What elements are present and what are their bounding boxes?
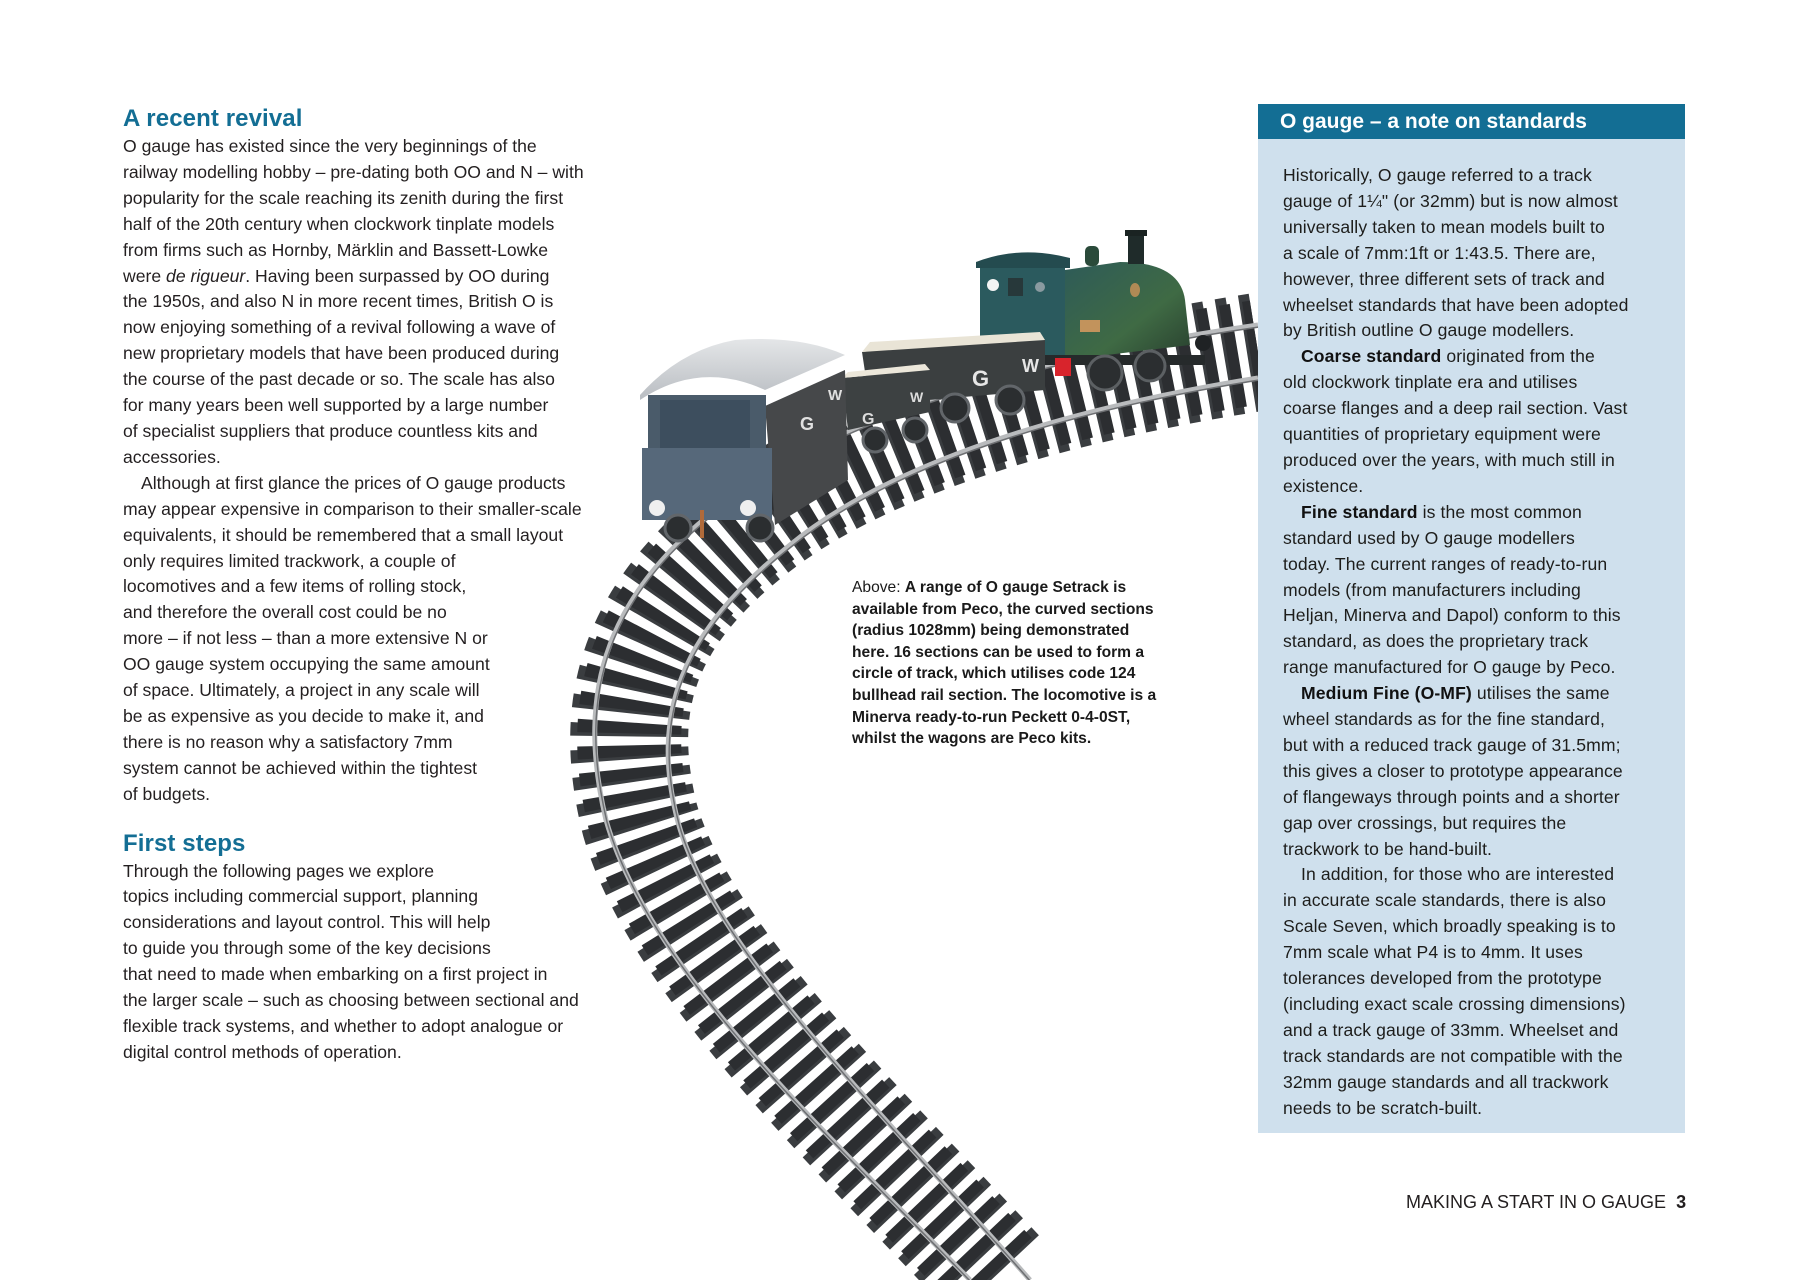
svg-text:W: W — [1022, 356, 1039, 376]
page-number: 3 — [1676, 1192, 1687, 1212]
section-heading-first-steps: First steps — [123, 829, 246, 857]
page-footer — [1406, 1192, 1686, 1213]
section-heading-recent-revival: A recent revival — [123, 105, 303, 132]
paragraph-first-steps: Through the following pages we explore topics including commercial support, planning considerations and layout control. This will help to guide you through some of the key decisions that need to made when embarking on a first project in the larger scale – such as choosing between sectional and flexible track systems, and whether to adopt analogue or digital control methods of operation. — [123, 860, 579, 1062]
standards-sidebar — [1258, 104, 1685, 1133]
paragraph-revival-1: O gauge has existed since the very beginnings of the railway modelling hobby – pre-dating both OO and N – with popularity for the scale reaching its zenith during the first half of the 20th century when clockwork tinplate models from firms such as Hornby, Märklin and Bassett-Lowke were de rigueur. Having been surpassed by OO during the 1950s, and also N in more recent times, British O is now enjoying something of a revival following a wave of new proprietary models that have been produced during the course of the past decade or so. The scale has also for many years been well supported by a large number of specialist suppliers that produce countless kits and accessories. — [123, 136, 584, 467]
svg-text:W: W — [828, 387, 843, 404]
paragraph-revival-2: Although at first glance the prices of O gauge products may appear expensive in comparison to their smaller-scale equivalents, it should be remembered that a small layout only requires limited trackwork, a couple of locomotives and a few items of rolling stock, and therefore the overall cost could be no more – if not less – than a more extensive N or OO gauge system occupying the same amount of space. Ultimately, a project in any scale will be as expensive as you decide to make it, and there is no reason why a satisfactory 7mm system cannot be achieved within the tightest of budgets. — [123, 472, 582, 804]
open-wagon-small — [842, 364, 930, 452]
brake-van — [640, 339, 848, 541]
sidebar-title: O gauge – a note on standards — [1258, 104, 1685, 139]
running-title: MAKING A START IN O GAUGE — [1406, 1192, 1667, 1212]
main-article — [123, 104, 613, 1066]
svg-text:G: G — [972, 366, 990, 391]
coarse-standard-para: Coarse standard originated from the — [1301, 346, 1595, 367]
medium-fine-para: Medium Fine (O-MF) utilises the same — [1301, 683, 1610, 704]
scale-seven-para: In addition, for those who are interested — [1301, 864, 1615, 885]
fine-standard-para: Fine standard is the most common — [1301, 501, 1582, 522]
sidebar-body: Historically, O gauge referred to a track gauge of 1¼" (or 32mm) but is now almost universally taken to mean models built to a scale of 7mm:1ft or 1:43.5. There are, however, three different sets of track and wheelset standards that have been adopted by British outline O gauge modellers. Coarse standard originated from the old clockwork tinplate era and utilises coarse flanges and a deep rail section. Vast quantities of proprietary equipment were produced over the years, with much still in existence. Fine standard is the most common standard used by O gauge modellers today. The current ranges of ready-to-run models (from manufacturers including Heljan, Minerva and Dapol) conform to this standard, as does the proprietary track range manufactured for O gauge by Peco. Medium Fine (O-MF) utilises the same wheel standards as for the fine standard, but with a reduced track gauge of 31.5mm; this gives a closer to prototype appearance of flangeways through points and a shorter gap over crossings, but requires the trackwork to be hand-built. In addition, for those who are interested in accurate scale standards, there is also Scale Seven, which broadly speaking is to 7mm scale what P4 is to 4mm. It uses tolerances developed from the prototype (including exact scale crossing dimensions) and a track gauge of 33mm. Wheelset and track standards are not compatible with the 32mm gauge standards and all trackwork needs to be scratch-built. — [1258, 139, 1685, 1122]
photo-caption: Above: A range of O gauge Setrack is available from Peco, the curved sections (radius 1028mm) being demonstrated here. 16 sections can be used to form a circle of track, which utilises code 124 bullhead rail section. The locomotive is a Minerva ready-to-run Peckett 0-4-0ST, whilst the wagons are Peco kits. — [852, 579, 1157, 748]
svg-text:G: G — [862, 411, 875, 428]
svg-text:G: G — [800, 414, 815, 434]
svg-text:W: W — [910, 389, 924, 405]
